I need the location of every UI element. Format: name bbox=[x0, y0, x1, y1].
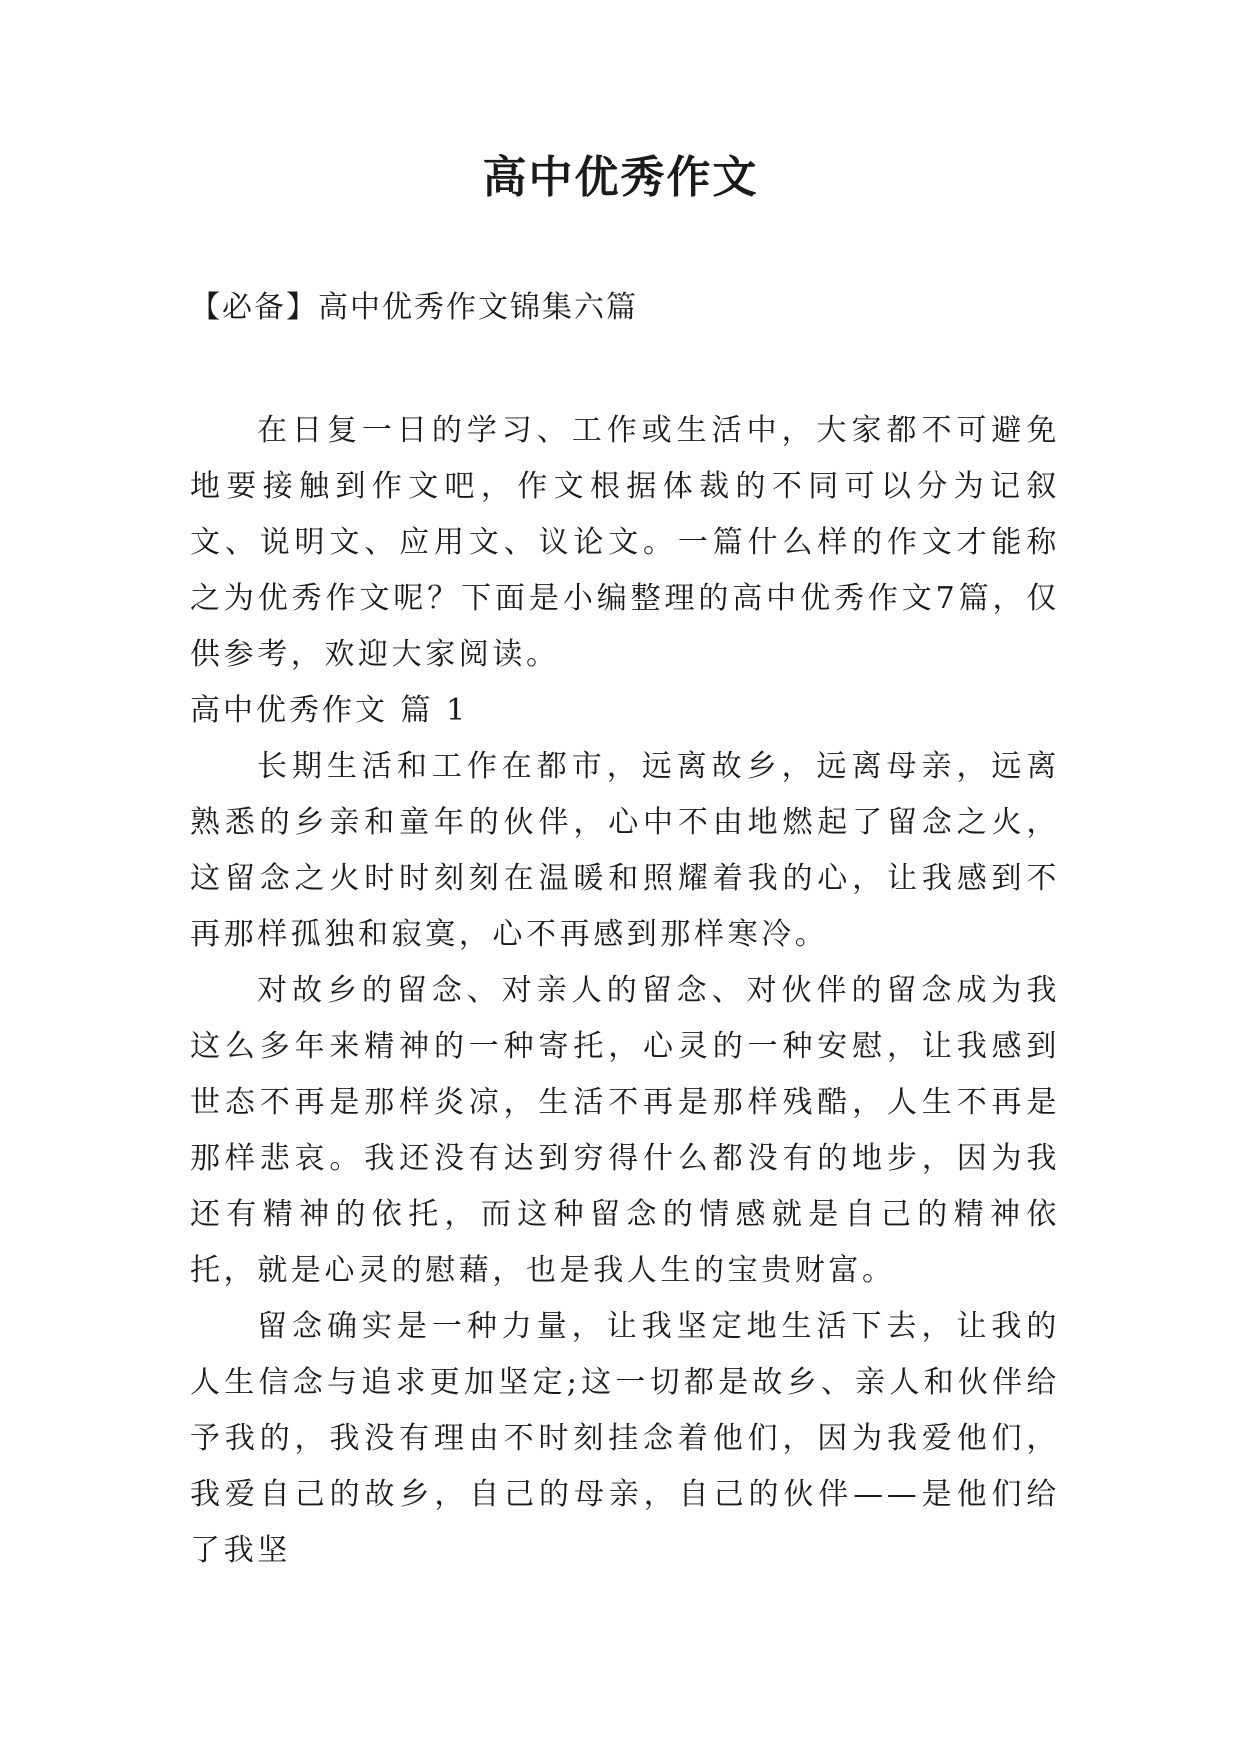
document-body bbox=[190, 403, 1060, 1579]
document-subtitle: 【必备】高中优秀作文锦集六篇 bbox=[190, 290, 638, 325]
body-paragraph: 留念确实是一种力量，让我坚定地生活下去，让我的人生信念与追求更加坚定;这一切都是故乡、亲人和伙伴给予我的，我没有理由不时刻挂念着他们，因为我爱他们，我爱自己的故乡，自己的母亲，自己的伙伴——是他们给了我坚 bbox=[190, 1309, 1060, 1568]
body-paragraph: 对故乡的留念、对亲人的留念、对伙伴的留念成为我这么多年来精神的一种寄托，心灵的一种安慰，让我感到世态不再是那样炎凉，生活不再是那样残酷，人生不再是那样悲哀。我还没有达到穷得什么都没有的地步，因为我还有精神的依托，而这种留念的情感就是自己的精神依托，就是心灵的慰藉，也是我人生的宝贵财富。 bbox=[190, 973, 1060, 1288]
body-paragraph: 长期生活和工作在都市，远离故乡，远离母亲，远离熟悉的乡亲和童年的伙伴，心中不由地燃起了留念之火，这留念之火时时刻刻在温暖和照耀着我的心，让我感到不再那样孤独和寂寞，心不再感到那样寒冷。 bbox=[190, 749, 1060, 952]
intro-paragraph: 在日复一日的学习、工作或生活中，大家都不可避免地要接触到作文吧，作文根据体裁的不同可以分为记叙文、说明文、应用文、议论文。一篇什么样的作文才能称之为优秀作文呢？下面是小编整理的高中优秀作文7篇，仅供参考，欢迎大家阅读。 bbox=[190, 413, 1060, 672]
document-title: 高中优秀作文 bbox=[482, 152, 759, 203]
section-heading: 高中优秀作文 篇 1 bbox=[190, 693, 469, 728]
